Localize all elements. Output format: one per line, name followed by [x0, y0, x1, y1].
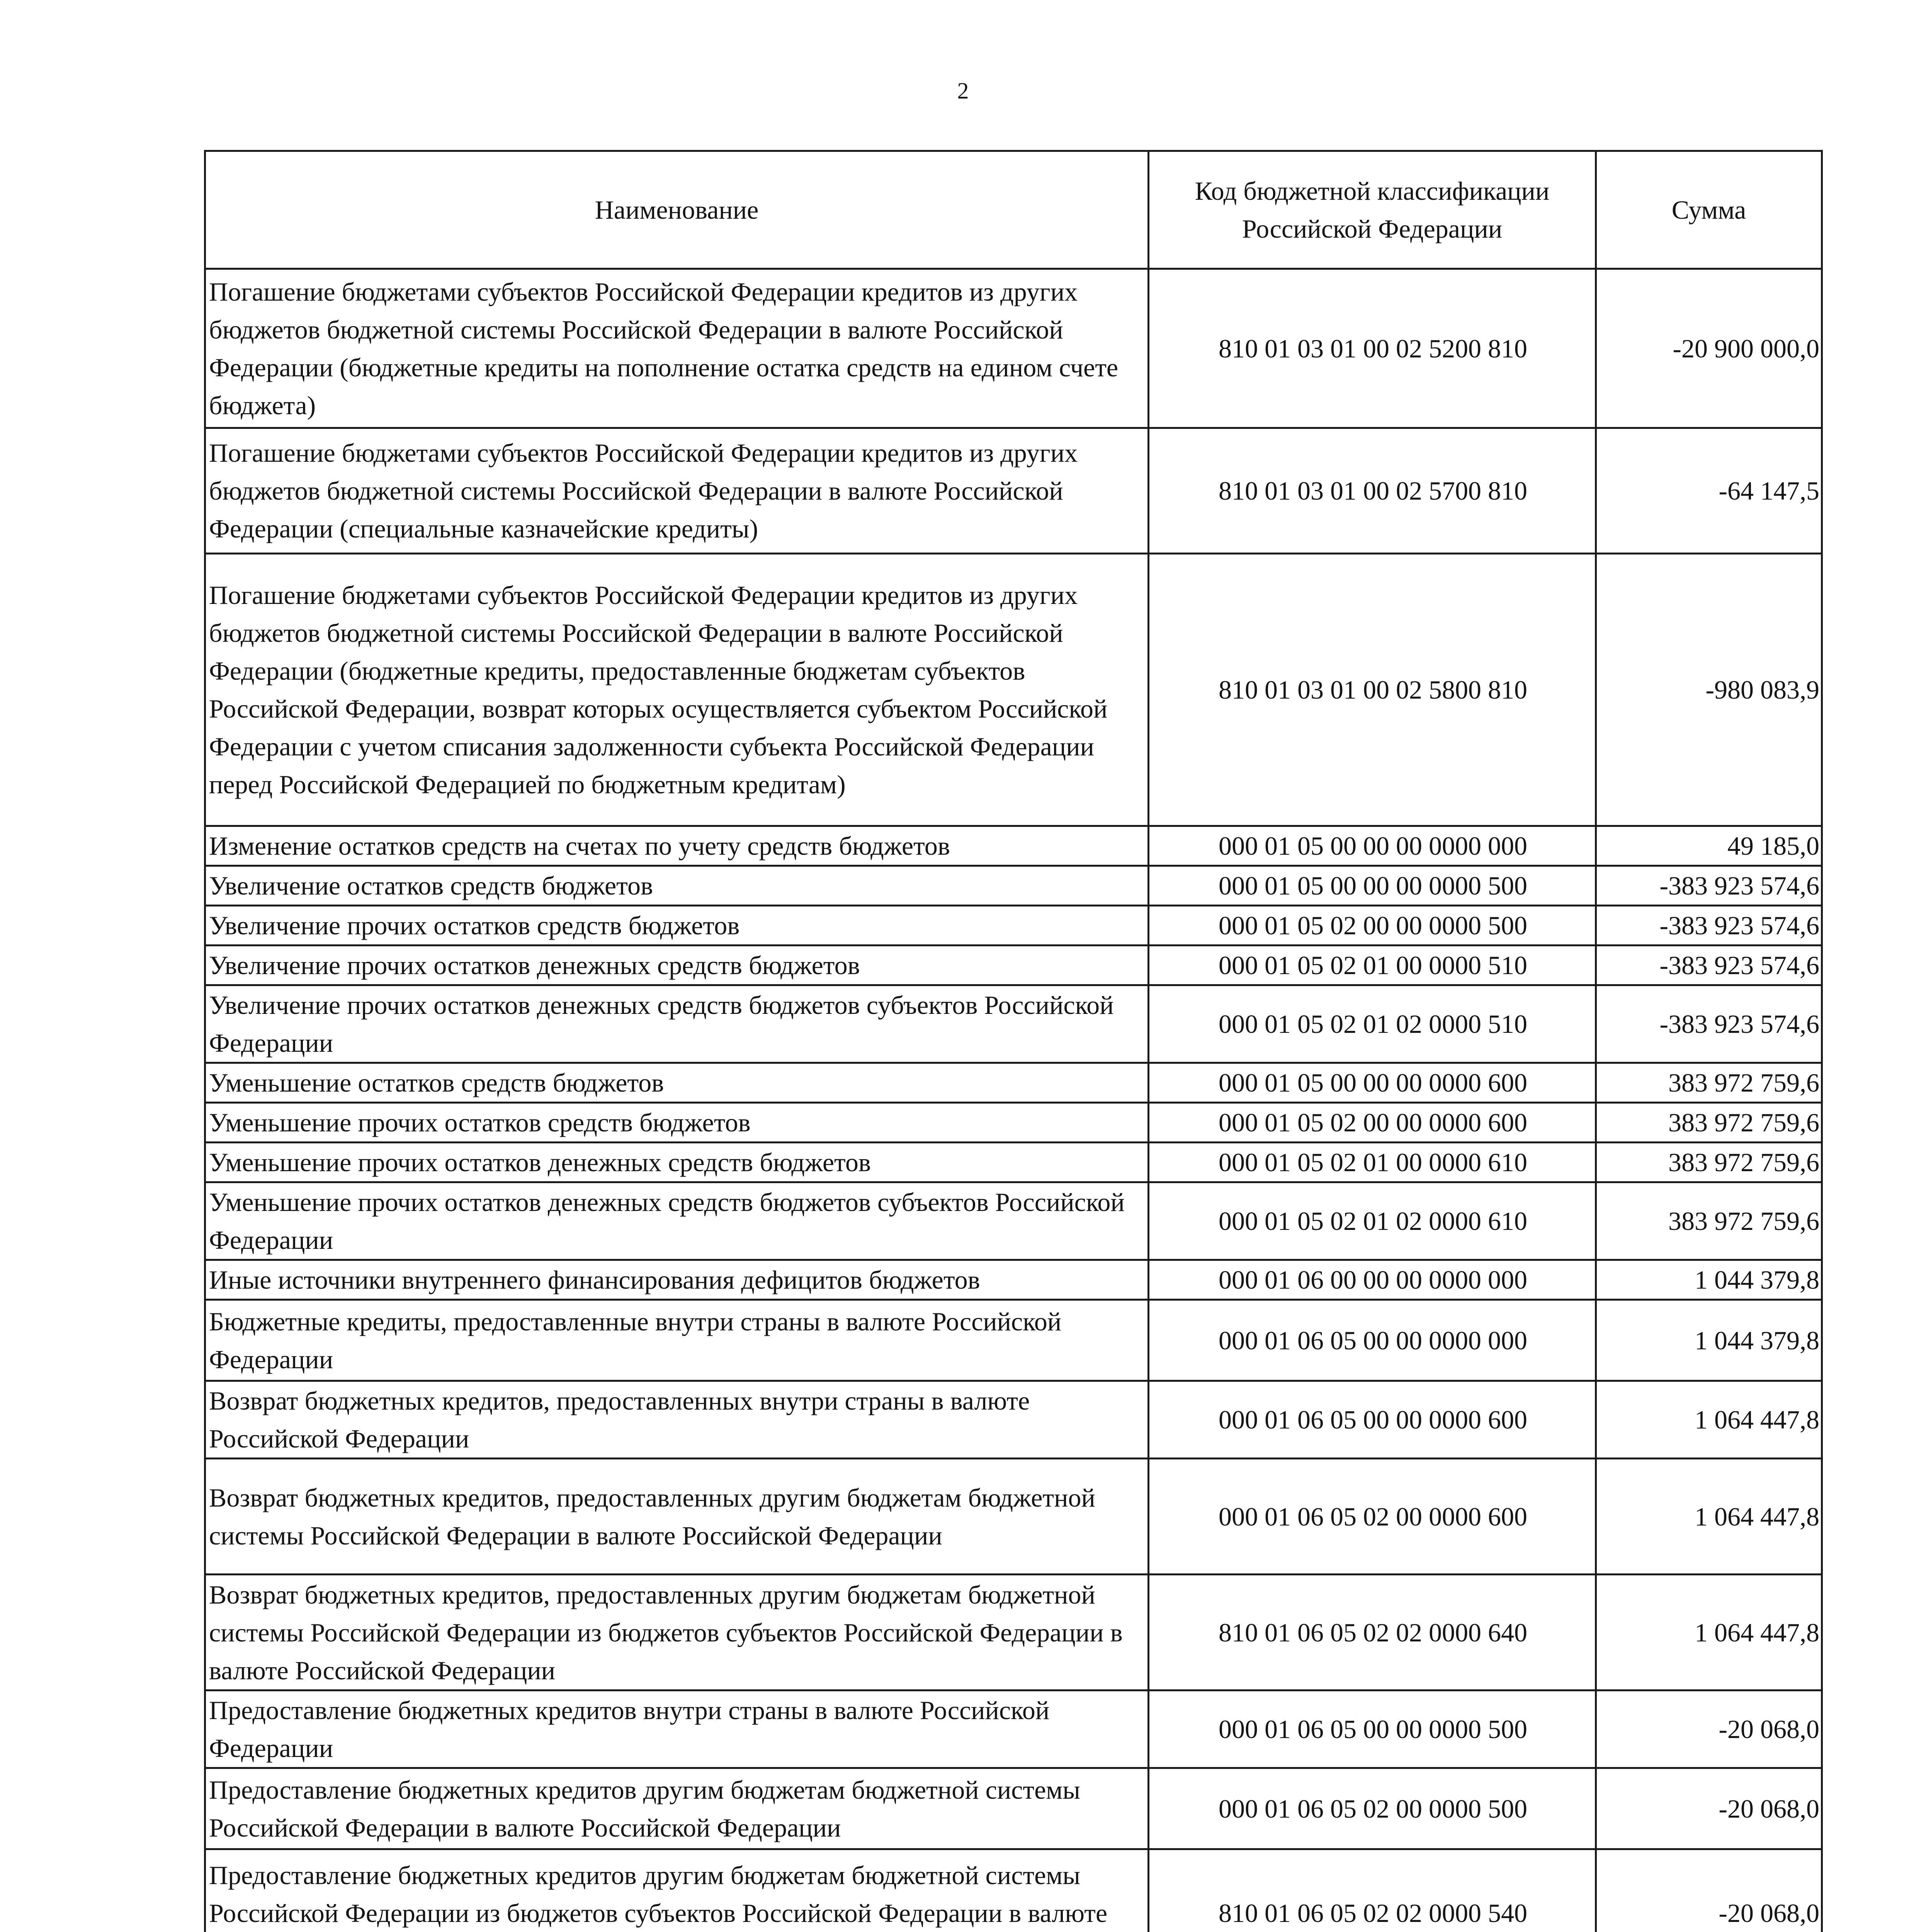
- table-row: [205, 1768, 1822, 1849]
- table-row: [205, 1260, 1822, 1300]
- row-sum: -980 083,9: [1596, 554, 1822, 826]
- row-name: Погашение бюджетами субъектов Российской Федерации кредитов из других бюджетов бюджетной системы Российской Федерации в валюте Российской Федерации (специальные казначейские кредиты): [205, 428, 1149, 554]
- row-code: 810 01 06 05 02 02 0000 540: [1149, 1849, 1596, 1932]
- row-name: Изменение остатков средств на счетах по учету средств бюджетов: [205, 826, 1149, 866]
- row-sum: -383 923 574,6: [1596, 946, 1822, 985]
- row-sum: -20 068,0: [1596, 1690, 1822, 1768]
- row-name: Предоставление бюджетных кредитов внутри страны в валюте Российской Федерации: [205, 1690, 1149, 1768]
- row-sum: 383 972 759,6: [1596, 1063, 1822, 1103]
- row-name: Увеличение остатков средств бюджетов: [205, 866, 1149, 906]
- row-name: Увеличение прочих остатков средств бюджетов: [205, 906, 1149, 946]
- table-row: [205, 866, 1822, 906]
- table-row: [205, 428, 1822, 554]
- table-row: [205, 1063, 1822, 1103]
- row-code: 810 01 03 01 00 02 5200 810: [1149, 269, 1596, 428]
- row-sum: 383 972 759,6: [1596, 1143, 1822, 1182]
- table-row: [205, 269, 1822, 428]
- row-name: Уменьшение остатков средств бюджетов: [205, 1063, 1149, 1103]
- header-name: Наименование: [205, 151, 1149, 269]
- row-code: 000 01 05 02 01 02 0000 510: [1149, 985, 1596, 1063]
- header-code: Код бюджетной классификации Российской Федерации: [1149, 151, 1596, 269]
- table-row: [205, 554, 1822, 826]
- table-row: [205, 1182, 1822, 1260]
- row-code: 000 01 05 02 01 00 0000 610: [1149, 1143, 1596, 1182]
- row-sum: 1 064 447,8: [1596, 1381, 1822, 1459]
- row-sum: -20 068,0: [1596, 1849, 1822, 1932]
- table-row: [205, 1300, 1822, 1381]
- row-sum: -383 923 574,6: [1596, 866, 1822, 906]
- row-code: 000 01 05 02 01 02 0000 610: [1149, 1182, 1596, 1260]
- row-code: 810 01 03 01 00 02 5700 810: [1149, 428, 1596, 554]
- table-row: [205, 1575, 1822, 1690]
- row-sum: 49 185,0: [1596, 826, 1822, 866]
- row-code: 000 01 05 00 00 00 0000 000: [1149, 826, 1596, 866]
- row-name: Возврат бюджетных кредитов, предоставленных другим бюджетам бюджетной системы Российской Федерации в валюте Российской Федерации: [205, 1459, 1149, 1575]
- row-code: 000 01 06 05 02 00 0000 500: [1149, 1768, 1596, 1849]
- page-number: 2: [957, 78, 969, 104]
- table-header-row: [205, 151, 1822, 269]
- row-name: Предоставление бюджетных кредитов другим бюджетам бюджетной системы Российской Федерации в валюте Российской Федерации: [205, 1768, 1149, 1849]
- table-row: [205, 1849, 1822, 1932]
- row-code: 000 01 05 02 00 00 0000 600: [1149, 1103, 1596, 1143]
- row-name: Бюджетные кредиты, предоставленные внутри страны в валюте Российской Федерации: [205, 1300, 1149, 1381]
- table-row: [205, 1459, 1822, 1575]
- row-code: 000 01 06 05 00 00 0000 600: [1149, 1381, 1596, 1459]
- row-code: 810 01 06 05 02 02 0000 640: [1149, 1575, 1596, 1690]
- row-name: Погашение бюджетами субъектов Российской Федерации кредитов из других бюджетов бюджетной системы Российской Федерации в валюте Российской Федерации (бюджетные кредиты, предоставленные бюджетам субъектов Российской Федерации, возврат которых осуществляется субъектом Российской Федерации с учетом списания задолженности субъекта Российской Федерации перед Российской Федерацией по бюджетным кредитам): [205, 554, 1149, 826]
- row-sum: -20 900 000,0: [1596, 269, 1822, 428]
- header-sum: Сумма: [1596, 151, 1822, 269]
- table-row: [205, 985, 1822, 1063]
- row-sum: -64 147,5: [1596, 428, 1822, 554]
- budget-sources-table: [204, 150, 1823, 1932]
- row-code: 000 01 06 00 00 00 0000 000: [1149, 1260, 1596, 1300]
- row-code: 000 01 05 00 00 00 0000 600: [1149, 1063, 1596, 1103]
- row-code: 000 01 06 05 00 00 0000 500: [1149, 1690, 1596, 1768]
- row-code: 000 01 05 00 00 00 0000 500: [1149, 866, 1596, 906]
- row-sum: 1 044 379,8: [1596, 1260, 1822, 1300]
- row-code: 000 01 06 05 00 00 0000 000: [1149, 1300, 1596, 1381]
- table-row: [205, 906, 1822, 946]
- row-sum: 1 044 379,8: [1596, 1300, 1822, 1381]
- row-code: 810 01 03 01 00 02 5800 810: [1149, 554, 1596, 826]
- row-name: Уменьшение прочих остатков средств бюджетов: [205, 1103, 1149, 1143]
- row-sum: 1 064 447,8: [1596, 1575, 1822, 1690]
- row-code: 000 01 05 02 00 00 0000 500: [1149, 906, 1596, 946]
- row-name: Уменьшение прочих остатков денежных средств бюджетов субъектов Российской Федерации: [205, 1182, 1149, 1260]
- row-sum: 1 064 447,8: [1596, 1459, 1822, 1575]
- row-sum: -383 923 574,6: [1596, 906, 1822, 946]
- row-name: Увеличение прочих остатков денежных средств бюджетов субъектов Российской Федерации: [205, 985, 1149, 1063]
- row-sum: 383 972 759,6: [1596, 1182, 1822, 1260]
- row-sum: 383 972 759,6: [1596, 1103, 1822, 1143]
- table-row: [205, 946, 1822, 985]
- row-name: Возврат бюджетных кредитов, предоставленных внутри страны в валюте Российской Федерации: [205, 1381, 1149, 1459]
- table-row: [205, 1103, 1822, 1143]
- table-row: [205, 1690, 1822, 1768]
- table-row: [205, 826, 1822, 866]
- row-name: Возврат бюджетных кредитов, предоставленных другим бюджетам бюджетной системы Российской Федерации из бюджетов субъектов Российской Федерации в валюте Российской Федерации: [205, 1575, 1149, 1690]
- row-name: Уменьшение прочих остатков денежных средств бюджетов: [205, 1143, 1149, 1182]
- row-code: 000 01 06 05 02 00 0000 600: [1149, 1459, 1596, 1575]
- table-row: [205, 1143, 1822, 1182]
- row-sum: -383 923 574,6: [1596, 985, 1822, 1063]
- row-name: Иные источники внутреннего финансирования дефицитов бюджетов: [205, 1260, 1149, 1300]
- row-code: 000 01 05 02 01 00 0000 510: [1149, 946, 1596, 985]
- row-name: Предоставление бюджетных кредитов другим бюджетам бюджетной системы Российской Федерации из бюджетов субъектов Российской Федерации в валюте: [205, 1849, 1149, 1932]
- row-sum: -20 068,0: [1596, 1768, 1822, 1849]
- row-name: Погашение бюджетами субъектов Российской Федерации кредитов из других бюджетов бюджетной системы Российской Федерации в валюте Российской Федерации (бюджетные кредиты на пополнение остатка средств на едином счете бюджета): [205, 269, 1149, 428]
- table-row: [205, 1381, 1822, 1459]
- row-name: Увеличение прочих остатков денежных средств бюджетов: [205, 946, 1149, 985]
